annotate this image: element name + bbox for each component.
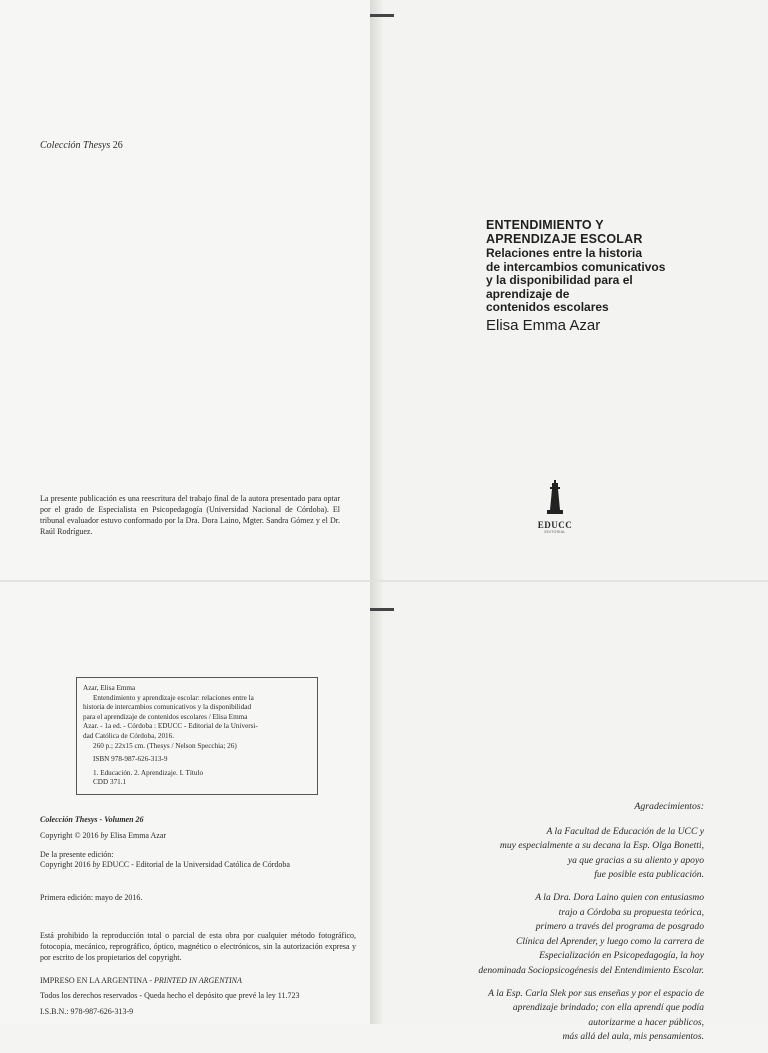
copyright-by: by <box>100 831 109 840</box>
text-line: denominada Sociopsicogénesis del Entendimiento Escolar. <box>478 964 704 976</box>
copyright-holder: Elisa Emma Azar <box>110 831 167 840</box>
collection-name: Colección Thesys <box>40 140 111 151</box>
acknowledgements <box>374 800 704 1053</box>
subtitle-line: contenidos escolares <box>486 300 609 314</box>
page-left-bottom <box>0 582 370 1024</box>
text-line: aprendizaje brindado; con ella aprendí que podía <box>512 1002 704 1014</box>
copyright-by: by <box>92 860 101 869</box>
acknowledgement-paragraph <box>374 825 704 883</box>
text-line: primero a través del programa de posgrado <box>535 921 704 933</box>
text-line: fue posible esta publicación. <box>594 869 704 881</box>
catalog-line: dad Católica de Córdoba, 2016. <box>83 731 175 740</box>
catalog-record <box>76 677 318 795</box>
page-fold-mark <box>370 14 394 17</box>
printed-in <box>40 975 356 986</box>
copyright-publisher <box>40 859 356 870</box>
acknowledgement-paragraph <box>374 987 704 1045</box>
subtitle-line: aprendizaje de <box>486 286 570 301</box>
text-line: ya que gracias a su aliento y apoyo <box>567 854 704 866</box>
acknowledgement-paragraph <box>374 891 704 979</box>
book-author: Elisa Emma Azar <box>486 316 601 334</box>
publisher-logo <box>530 480 580 534</box>
page-gutter <box>370 0 384 580</box>
catalog-line: historia de intercambios comunicativos y la disponibilidad <box>83 703 252 712</box>
copyright-holder: EDUCC - Editorial de la Universidad Católica de Córdoba <box>102 860 290 869</box>
title-line: ENTENDIMIENTO Y <box>486 218 604 232</box>
lighthouse-icon <box>545 480 565 514</box>
text-line: A la Dra. Dora Laino quien con entusiasmo <box>535 891 704 903</box>
printed-text: IMPRESO EN LA ARGENTINA - <box>40 976 153 985</box>
collection-number: 26 <box>112 140 123 151</box>
publication-note: La presente publicación es una reescritura del trabajo final de la autora presentado para optar por el grado de Especialista en Psicopedagogía (Universidad Nacional de Córdoba). El tribunal evaluador estuvo conformado por la Dra. Dora Laino, Mgter. Sandra Gómez y el Dr. Raúl Rodríguez. <box>40 494 340 536</box>
text-line: más allá del aula, mis pensamientos. <box>562 1031 704 1043</box>
catalog-line: Azar. - 1a ed. - Córdoba : EDUCC - Editorial de la Universi- <box>83 722 258 731</box>
text-line: Clínica del Aprender, y luego como la carrera de <box>515 935 704 947</box>
text-line: trajo a Córdoba su propuesta teórica, <box>558 906 704 918</box>
acknowledgements-heading: Agradecimientos: <box>634 801 704 812</box>
page-right-top <box>370 0 768 580</box>
title-block <box>486 218 746 335</box>
edition-label: De la presente edición: <box>40 850 114 859</box>
collection-volume: Colección Thesys - Volumen 26 <box>40 815 144 824</box>
reproduction-notice: Está prohibido la reproducción total o parcial de esta obra por cualquier método fotográfico, fotocopia, mecánico, reprográfico, óptico, magnético o electrónicos, sin la autorización expresa y por escrito de los propietarios del copyright. <box>40 931 356 962</box>
subtitle-line: y la disponibilidad para el <box>486 273 633 287</box>
text-line: autorizarme a hacer públicos, <box>588 1016 704 1028</box>
catalog-line: Azar, Elisa Emma <box>83 684 136 692</box>
publisher-tagline: EDITORIAL <box>544 530 566 534</box>
text-line: muy especialmente a su decana la Esp. Olga Bonetti, <box>499 840 704 852</box>
printed-text-english: PRINTED IN ARGENTINA <box>154 976 242 985</box>
subtitle-line: Relaciones entre la historia <box>486 246 643 260</box>
page-right-bottom <box>370 582 768 1043</box>
rights-notice: Todos los derechos reservados - Queda hecho el depósito que prevé la ley 11.723 <box>40 991 300 1000</box>
copyright-author <box>40 830 356 841</box>
text-line: A la Facultad de Educación de la UCC y <box>546 825 704 837</box>
subtitle-line: de intercambios comunicativos <box>486 259 666 274</box>
publisher-name: EDUCC <box>537 520 573 530</box>
copyright-text: Copyright © 2016 <box>40 831 99 840</box>
book-title <box>486 218 746 246</box>
text-line: A la Esp. Carla Slek por sus enseñas y por el espacio de <box>488 987 704 999</box>
catalog-line: 1. Educación. 2. Aprendizaje. I. Título <box>93 768 204 777</box>
catalog-line: 260 p.; 22x15 cm. (Thesys / Nelson Specchia; 26) <box>93 741 237 750</box>
collection-label <box>40 140 123 151</box>
book-subtitle <box>486 247 746 315</box>
text-line: Especialización en Psicopedagogía, la hoy <box>539 950 704 962</box>
title-line: APRENDIZAJE ESCOLAR <box>486 232 643 246</box>
catalog-line: Entendimiento y aprendizaje escolar: relaciones entre la <box>93 693 254 702</box>
copyright-text: Copyright 2016 <box>40 860 91 869</box>
isbn: I.S.B.N.: 978-987-626-313-9 <box>40 1007 134 1016</box>
catalog-cdd: CDD 371.1 <box>93 778 127 787</box>
page-left-top <box>0 0 370 580</box>
catalog-line: para el aprendizaje de contenidos escolares / Elisa Emma <box>83 712 248 721</box>
first-edition: Primera edición: mayo de 2016. <box>40 893 143 902</box>
catalog-isbn: ISBN 978-987-626-313-9 <box>93 755 168 764</box>
page-fold-mark <box>370 608 394 611</box>
